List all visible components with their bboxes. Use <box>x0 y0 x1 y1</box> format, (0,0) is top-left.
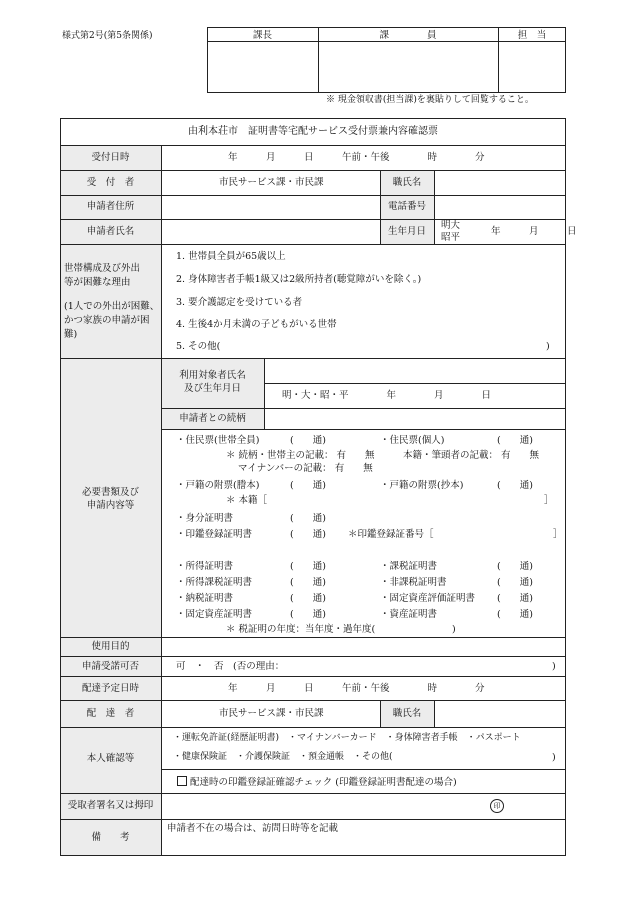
doc-shotoku-count[interactable]: ( 通) <box>290 561 326 572</box>
doc-nouzei[interactable]: ・納税証明書 <box>176 593 234 604</box>
label-approval: 申請受諾可否 <box>81 661 139 672</box>
approval-close: ) <box>552 661 556 672</box>
label-identity: 本人確認等 <box>86 753 135 764</box>
label-deliverer-shokushimei: 職氏名 <box>392 708 422 719</box>
doc-honseki[interactable]: ＊ 本籍［ <box>226 495 268 506</box>
reason-item-4[interactable]: 4. 生後4か月未満の子どもがいる世帯 <box>176 319 337 330</box>
reason-note-1: (1人での外出が困難、 <box>64 301 160 312</box>
reason-close-paren: ) <box>546 341 550 352</box>
label-documents-2: 申請内容等 <box>86 500 135 511</box>
doc-shotoku-kazei[interactable]: ・所得課税証明書 <box>176 577 253 588</box>
reason-item-3[interactable]: 3. 要介護認定を受けている者 <box>176 297 303 308</box>
doc-koseki-fuhyo-sho[interactable]: ・戸籍の附票(抄本) <box>380 480 464 491</box>
doc-shisan-count[interactable]: ( 通) <box>497 609 533 620</box>
doc-inkan-number-close: ］ <box>553 529 563 540</box>
era-meidai: 明大 <box>441 220 461 231</box>
doc-mynumber-note[interactable]: マイナンバーの記載： 有 無 <box>238 463 373 474</box>
doc-shisan[interactable]: ・資産証明書 <box>380 609 438 620</box>
doc-juminhyo-all-count[interactable]: ( 通) <box>290 435 326 446</box>
birthdate-value[interactable]: 年 月 日 <box>491 226 577 237</box>
reason-item-5[interactable]: 5. その他( <box>176 341 221 352</box>
doc-inkan-count[interactable]: ( 通) <box>290 529 326 540</box>
receipt-note: ※ 現金領収書(担当課)を裏貼りして回覧すること。 <box>326 95 534 105</box>
identity-close: ) <box>552 752 556 763</box>
doc-zokugara-note[interactable]: ＊ 続柄・世帯主の記載： 有 無 本籍・筆頭者の記載： 有 無 <box>226 450 540 461</box>
label-target-name-2: 及び生年月日 <box>183 383 241 394</box>
doc-inkan[interactable]: ・印鑑登録証明書 <box>176 529 253 540</box>
form-number: 様式第2号(第5条関係) <box>62 31 153 41</box>
doc-juminhyo-one-count[interactable]: ( 通) <box>497 435 533 446</box>
reason-item-2[interactable]: 2. 身体障害者手帳1級又は2級所持者(聴覚障がいを除く。) <box>176 274 422 285</box>
doc-nouzei-count[interactable]: ( 通) <box>290 593 326 604</box>
label-uketsuke-nichiji: 受付日時 <box>91 152 130 163</box>
label-uketsukesha-shokushimei: 職氏名 <box>392 177 422 188</box>
label-name: 申請者氏名 <box>86 226 135 237</box>
label-delivery-date: 配達予定日時 <box>81 683 139 694</box>
target-birthdate[interactable]: 明・大・昭・平 年 月 日 <box>282 390 492 401</box>
doc-inkan-number[interactable]: ＊印鑑登録証番号［ <box>348 529 434 540</box>
label-phone: 電話番号 <box>387 201 426 212</box>
doc-honseki-close: ］ <box>544 495 554 506</box>
doc-juminhyo-one[interactable]: ・住民票(個人) <box>380 435 445 446</box>
doc-kotei-hyoka[interactable]: ・固定資産評価証明書 <box>380 593 476 604</box>
doc-kazei-count[interactable]: ( 通) <box>497 561 533 572</box>
doc-kotei[interactable]: ・固定資産証明書 <box>176 609 253 620</box>
label-remarks: 備 考 <box>91 832 130 843</box>
doc-koseki-fuhyo-sho-count[interactable]: ( 通) <box>497 480 533 491</box>
era-shohei: 昭平 <box>441 232 461 243</box>
approval-value[interactable]: 可 ・ 否 (否の理由： <box>176 661 285 672</box>
remarks-note[interactable]: 申請者不在の場合は、訪問日時等を記載 <box>167 823 339 834</box>
doc-hikazei[interactable]: ・非課税証明書 <box>380 577 447 588</box>
approval-col-kain: 課 員 <box>379 30 437 41</box>
doc-tax-year[interactable]: ＊ 税証明の年度：当年度・過年度( <box>226 624 376 635</box>
identity-line-1[interactable]: ・運転免許証(経歴証明書) ・マイナンバーカード ・身体障害者手帳 ・パスポート <box>173 733 521 743</box>
reason-note-2: かつ家族の申請が困 <box>64 315 150 326</box>
doc-juminhyo-all[interactable]: ・住民票(世帯全員) <box>176 435 260 446</box>
inkan-check[interactable] <box>177 776 457 788</box>
doc-kotei-hyoka-count[interactable]: ( 通) <box>497 593 533 604</box>
label-relation: 申請者との続柄 <box>179 413 246 424</box>
identity-line-2[interactable]: ・健康保険証 ・介護保険証 ・預金通帳 ・その他( <box>173 752 393 762</box>
form-title: 由利本荘市 証明書等宅配サービス受付票兼内容確認票 <box>188 126 438 137</box>
label-target-name-1: 利用対象者氏名 <box>179 370 246 381</box>
inkan-check-label: 配達時の印鑑登録証確認チェック (印鑑登録証明書配達の場合) <box>190 777 457 788</box>
label-purpose: 使用目的 <box>91 641 130 652</box>
deliverer-value[interactable]: 市民サービス課・市民課 <box>219 708 324 719</box>
doc-hikazei-count[interactable]: ( 通) <box>497 577 533 588</box>
doc-koseki-fuhyo[interactable]: ・戸籍の附票(謄本) <box>176 480 260 491</box>
doc-kazei[interactable]: ・課税証明書 <box>380 561 438 572</box>
reason-note-3: 難) <box>64 329 78 340</box>
label-documents-1: 必要書類及び <box>81 487 139 498</box>
reason-item-1[interactable]: 1. 世帯員全員が65歳以上 <box>176 251 286 262</box>
doc-kotei-count[interactable]: ( 通) <box>290 609 326 620</box>
uketsuke-nichiji-value[interactable]: 年 月 日 午前・午後 時 分 <box>228 152 485 163</box>
doc-tax-year-close: ) <box>452 624 456 635</box>
label-address: 申請者住所 <box>86 201 135 212</box>
approval-col-kacho: 課長 <box>252 30 272 41</box>
doc-koseki-fuhyo-count[interactable]: ( 通) <box>290 480 326 491</box>
label-uketsukesha: 受 付 者 <box>86 177 135 188</box>
doc-mibun-count[interactable]: ( 通) <box>290 513 326 524</box>
doc-shotoku-kazei-count[interactable]: ( 通) <box>290 577 326 588</box>
label-reason-2: 等が困難な理由 <box>64 277 131 288</box>
label-reason-1: 世帯構成及び外出 <box>64 263 141 274</box>
doc-mibun[interactable]: ・身分証明書 <box>176 513 234 524</box>
label-signature: 受取者署名又は拇印 <box>67 800 154 811</box>
doc-shotoku[interactable]: ・所得証明書 <box>176 561 234 572</box>
delivery-date-value[interactable]: 年 月 日 午前・午後 時 分 <box>228 683 485 694</box>
label-birthdate: 生年月日 <box>387 226 426 237</box>
uketsukesha-value[interactable]: 市民サービス課・市民課 <box>219 177 324 188</box>
label-deliverer: 配 達 者 <box>86 708 135 719</box>
seal-mark: 印 <box>490 799 504 813</box>
approval-col-tanto: 担 当 <box>517 30 547 41</box>
inkan-checkbox[interactable] <box>177 776 187 786</box>
